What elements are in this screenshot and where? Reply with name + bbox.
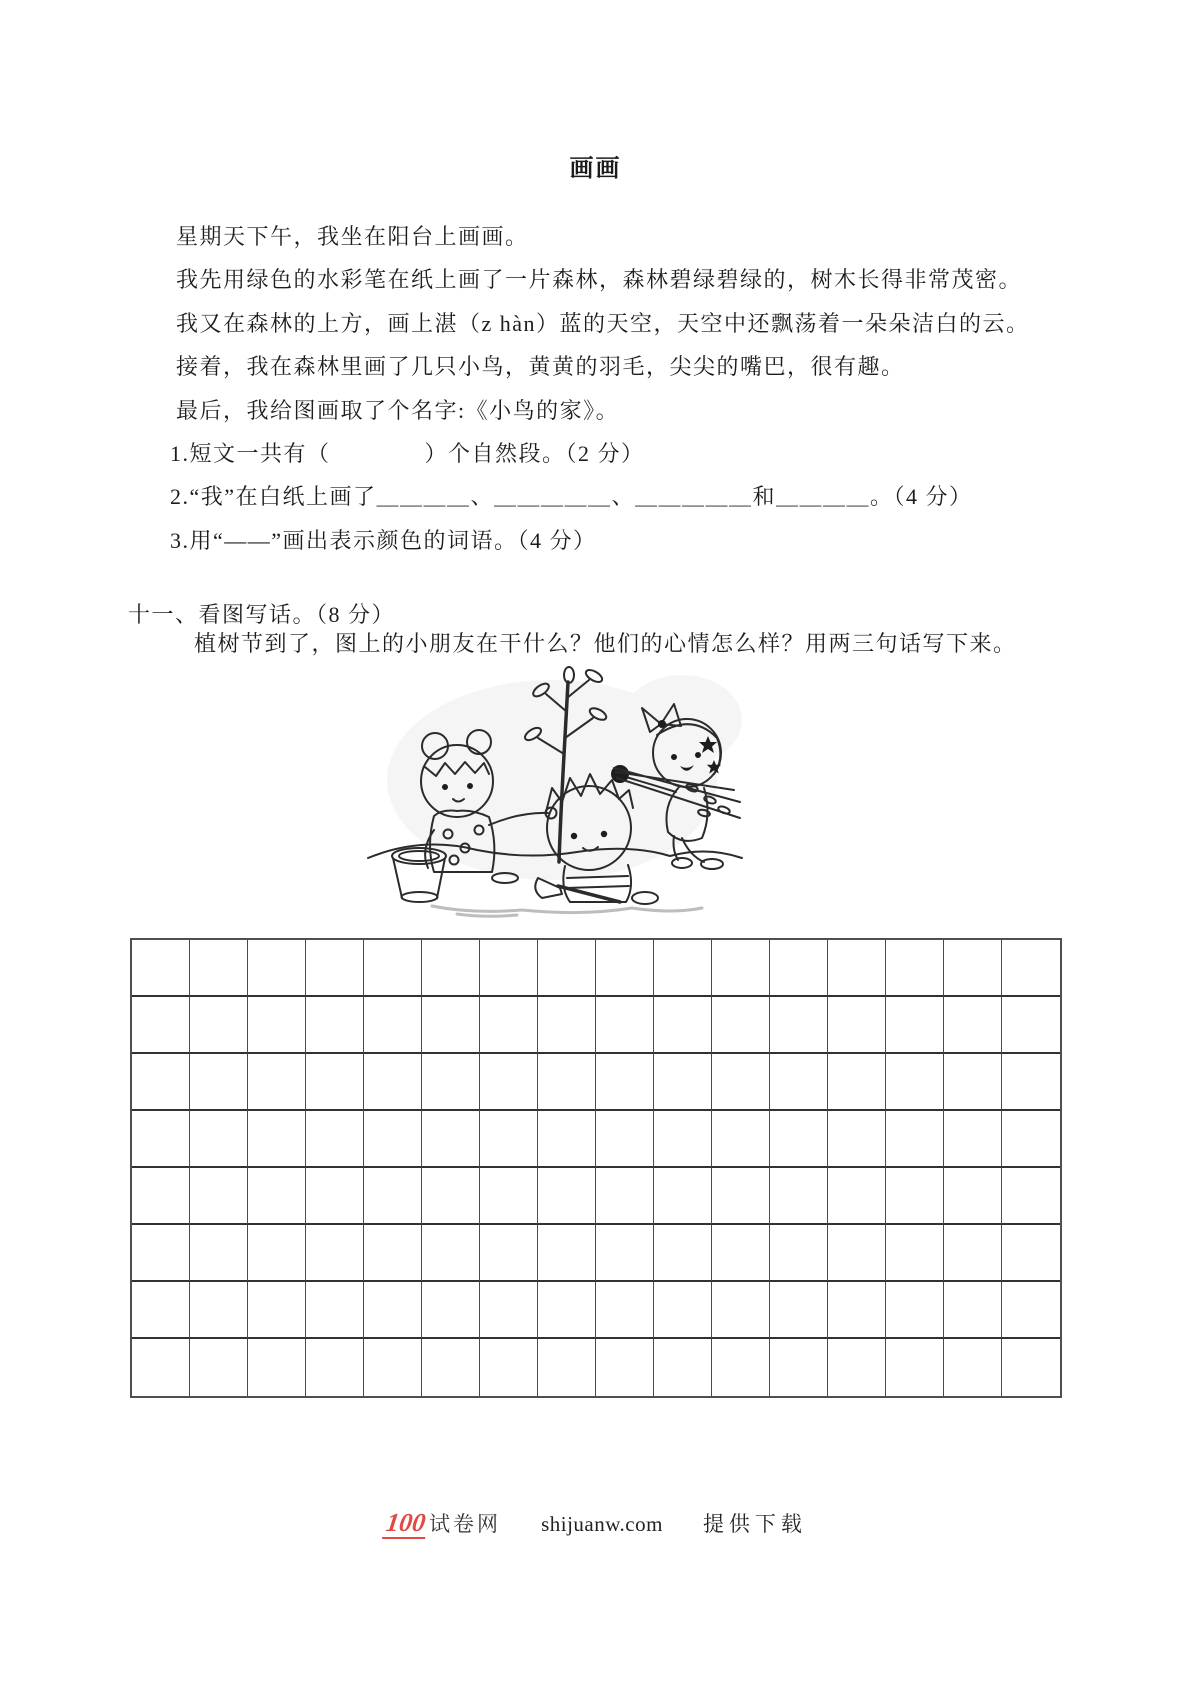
passage-line: 接着，我在森林里画了几只小鸟，黄黄的羽毛，尖尖的嘴巴，很有趣。 xyxy=(176,354,905,379)
grid-cell xyxy=(654,997,712,1054)
grid-cell xyxy=(654,1111,712,1168)
grid-cell xyxy=(886,1282,944,1339)
question-line-3: 3.用“——”画出表示颜色的词语。（4 分） xyxy=(170,528,597,553)
grid-cell xyxy=(944,940,1002,997)
grid-cell xyxy=(712,940,770,997)
grid-cell xyxy=(364,1339,422,1396)
grid-cell xyxy=(306,1282,364,1339)
passage-line: 我先用绿色的水彩笔在纸上画了一片森林，森林碧绿碧绿的，树木长得非常茂密。 xyxy=(176,267,1023,292)
grid-cell xyxy=(364,1225,422,1282)
grid-cell xyxy=(654,940,712,997)
grid-cell xyxy=(190,940,248,997)
grid-cell xyxy=(596,940,654,997)
grid-cell xyxy=(480,1054,538,1111)
section-eleven-heading: 十一、看图写话。（8 分） xyxy=(128,602,396,627)
grid-cell xyxy=(944,1282,1002,1339)
grid-cell xyxy=(886,1168,944,1225)
grid-cell xyxy=(1002,1225,1060,1282)
grid-cell xyxy=(654,1225,712,1282)
grid-cell xyxy=(248,1111,306,1168)
grid-cell xyxy=(248,1054,306,1111)
grid-cell xyxy=(828,1339,886,1396)
grid-cell xyxy=(538,1168,596,1225)
grid-cell xyxy=(944,997,1002,1054)
tree-planting-illustration-svg xyxy=(362,650,747,922)
grid-cell xyxy=(248,1339,306,1396)
grid-cell xyxy=(306,1339,364,1396)
grid-cell xyxy=(190,1225,248,1282)
grid-cell xyxy=(828,1282,886,1339)
grid-cell xyxy=(944,1168,1002,1225)
grid-cell xyxy=(190,1168,248,1225)
grid-cell xyxy=(132,1054,190,1111)
footer-download-note: 提供下载 xyxy=(702,1512,807,1536)
grid-cell xyxy=(886,997,944,1054)
grid-cell xyxy=(422,1339,480,1396)
grid-cell xyxy=(480,1282,538,1339)
grid-cell xyxy=(132,997,190,1054)
grid-cell xyxy=(828,1168,886,1225)
passage-line: 最后，我给图画取了个名字:《小鸟的家》。 xyxy=(176,398,620,423)
grid-cell xyxy=(1002,940,1060,997)
grid-cell xyxy=(1002,997,1060,1054)
grid-cell xyxy=(538,1339,596,1396)
grid-cell xyxy=(944,1339,1002,1396)
grid-cell xyxy=(538,1225,596,1282)
grid-cell xyxy=(364,940,422,997)
grid-cell xyxy=(654,1339,712,1396)
grid-cell xyxy=(422,1168,480,1225)
grid-cell xyxy=(944,1225,1002,1282)
grid-cell xyxy=(306,997,364,1054)
grid-cell xyxy=(712,1225,770,1282)
grid-cell xyxy=(712,1111,770,1168)
grid-cell xyxy=(422,997,480,1054)
footer-site-url: shijuanw.com xyxy=(541,1512,663,1536)
grid-cell xyxy=(596,1054,654,1111)
grid-cell xyxy=(132,940,190,997)
passage-line: 我又在森林的上方，画上湛（z hàn）蓝的天空，天空中还飘荡着一朵朵洁白的云。 xyxy=(176,311,1030,336)
tree-planting-illustration xyxy=(362,650,747,922)
grid-cell xyxy=(480,1168,538,1225)
grid-cell xyxy=(712,1282,770,1339)
grid-cell xyxy=(770,1282,828,1339)
grid-cell xyxy=(1002,1282,1060,1339)
grid-cell xyxy=(944,1111,1002,1168)
page-title: 画画 xyxy=(569,156,622,182)
grid-cell xyxy=(248,1168,306,1225)
question-line-2: 2.“我”在白纸上画了＿＿＿＿、＿＿＿＿＿、＿＿＿＿＿和＿＿＿＿。（4 分） xyxy=(170,484,973,509)
grid-cell xyxy=(712,1054,770,1111)
grid-cell xyxy=(132,1339,190,1396)
footer-logo-name: 试卷网 xyxy=(429,1512,502,1536)
grid-cell xyxy=(480,1225,538,1282)
grid-cell xyxy=(538,1111,596,1168)
grid-cell xyxy=(364,1168,422,1225)
grid-cell xyxy=(596,1225,654,1282)
grid-cell xyxy=(132,1282,190,1339)
grid-cell xyxy=(190,1282,248,1339)
grid-cell xyxy=(1002,1111,1060,1168)
grid-cell xyxy=(886,1339,944,1396)
grid-cell xyxy=(480,1339,538,1396)
grid-cell xyxy=(712,1339,770,1396)
grid-cell xyxy=(828,1111,886,1168)
grid-cell xyxy=(828,940,886,997)
grid-cell xyxy=(596,997,654,1054)
grid-cell xyxy=(886,1225,944,1282)
grid-cell xyxy=(596,1168,654,1225)
grid-cell xyxy=(538,1054,596,1111)
grid-cell xyxy=(480,997,538,1054)
grid-cell xyxy=(770,1054,828,1111)
grid-cell xyxy=(712,997,770,1054)
grid-cell xyxy=(770,997,828,1054)
grid-cell xyxy=(654,1054,712,1111)
grid-cell xyxy=(828,997,886,1054)
grid-cell xyxy=(306,1054,364,1111)
grid-cell xyxy=(364,1282,422,1339)
grid-cell xyxy=(422,940,480,997)
grid-cell xyxy=(480,1111,538,1168)
grid-cell xyxy=(944,1054,1002,1111)
grid-cell xyxy=(422,1282,480,1339)
grid-cell xyxy=(712,1168,770,1225)
grid-cell xyxy=(1002,1054,1060,1111)
writing-grid xyxy=(130,938,1062,1398)
grid-cell xyxy=(190,1111,248,1168)
grid-cell xyxy=(364,997,422,1054)
grid-cell xyxy=(828,1225,886,1282)
grid-cell xyxy=(364,1111,422,1168)
grid-cell xyxy=(306,940,364,997)
grid-cell xyxy=(654,1282,712,1339)
grid-cell xyxy=(596,1282,654,1339)
grid-cell xyxy=(538,1282,596,1339)
grid-cell xyxy=(770,1168,828,1225)
grid-cell xyxy=(306,1168,364,1225)
logo-100-icon: 100 xyxy=(382,1511,429,1539)
grid-cell xyxy=(132,1168,190,1225)
grid-cell xyxy=(248,997,306,1054)
grid-cell xyxy=(886,1111,944,1168)
grid-cell xyxy=(886,1054,944,1111)
grid-cell xyxy=(190,997,248,1054)
grid-cell xyxy=(248,1282,306,1339)
grid-cell xyxy=(248,940,306,997)
grid-cell xyxy=(306,1225,364,1282)
grid-cell xyxy=(190,1054,248,1111)
grid-cell xyxy=(770,940,828,997)
grid-cell xyxy=(480,940,538,997)
grid-cell xyxy=(190,1339,248,1396)
grid-cell xyxy=(596,1339,654,1396)
grid-cell xyxy=(538,997,596,1054)
grid-cell xyxy=(596,1111,654,1168)
footer-logo xyxy=(384,1508,501,1539)
grid-cell xyxy=(422,1054,480,1111)
grid-cell xyxy=(770,1225,828,1282)
grid-cell xyxy=(1002,1339,1060,1396)
grid-cell xyxy=(132,1225,190,1282)
grid-cell xyxy=(770,1339,828,1396)
grid-cell xyxy=(422,1111,480,1168)
water-bucket xyxy=(392,848,446,902)
question-line-1: 1.短文一共有（ ）个自然段。（2 分） xyxy=(170,441,645,466)
grid-cell xyxy=(654,1168,712,1225)
grid-cell xyxy=(886,940,944,997)
page-footer xyxy=(0,1508,1191,1539)
grid-cell xyxy=(422,1225,480,1282)
grid-cell xyxy=(828,1054,886,1111)
grid-cell xyxy=(364,1054,422,1111)
section-eleven-prompt: 植树节到了，图上的小朋友在干什么？他们的心情怎么样？用两三句话写下来。 xyxy=(194,631,1017,656)
grid-cell xyxy=(770,1111,828,1168)
grid-cell xyxy=(132,1111,190,1168)
grid-cell xyxy=(1002,1168,1060,1225)
passage-line: 星期天下午，我坐在阳台上画画。 xyxy=(176,224,529,249)
grid-cell xyxy=(306,1111,364,1168)
grid-cell xyxy=(248,1225,306,1282)
grid-cell xyxy=(538,940,596,997)
